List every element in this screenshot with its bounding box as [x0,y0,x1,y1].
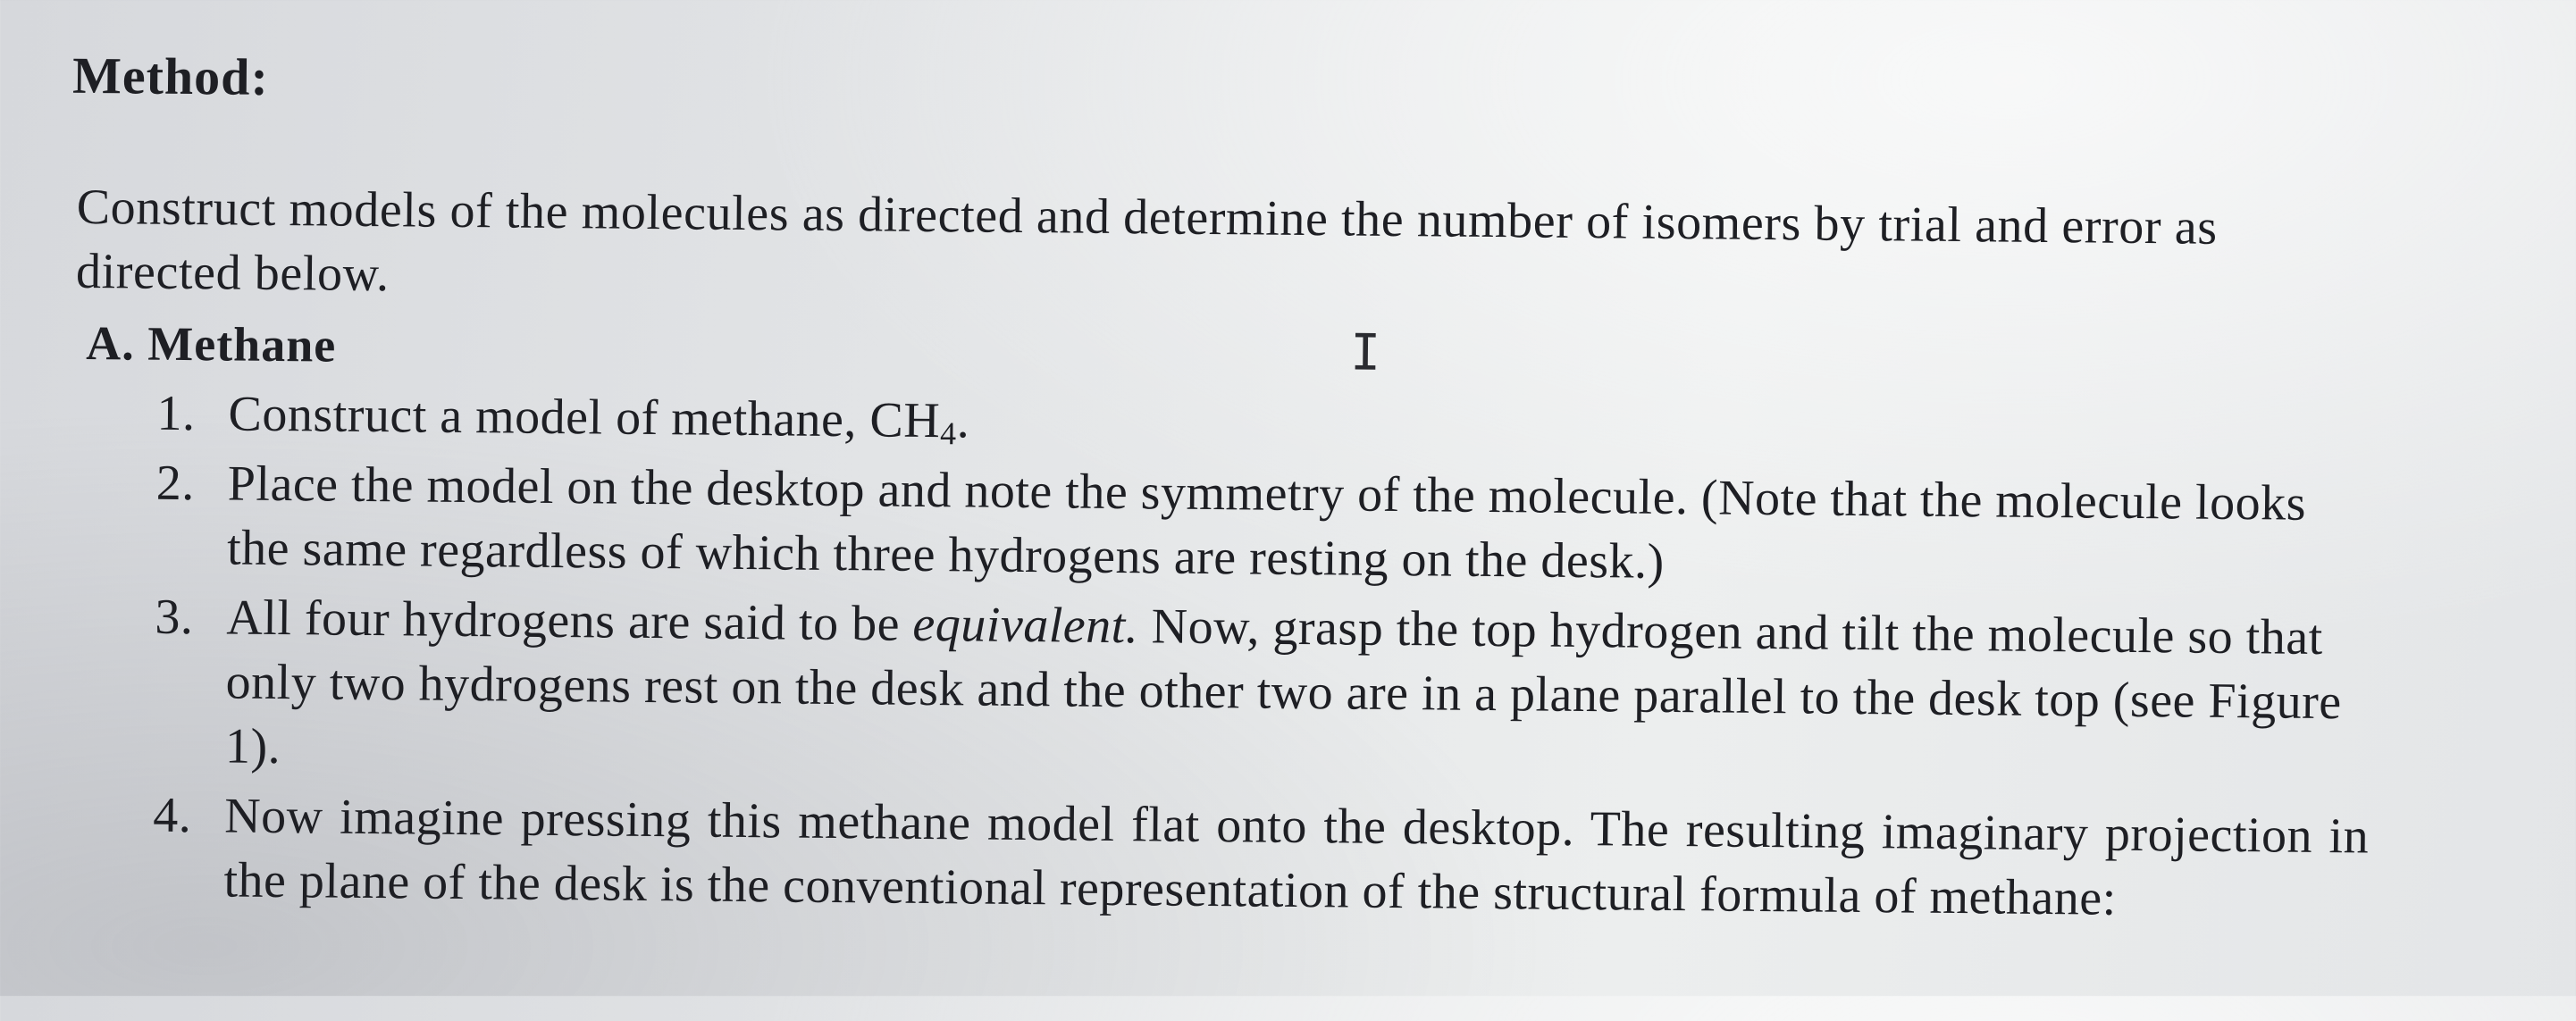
intro-paragraph: Construct models of the molecules as directed and determine the number of isomers by trial and error as directed below. [75,179,2218,303]
step-text: All four hydrogens are said to be [226,590,913,652]
section-title-methane: A. Methane [86,315,337,372]
step-number: 2. [155,455,196,512]
emphasis-equivalent: equivalent. [912,596,1139,655]
step-2 [155,451,2372,601]
step-number: 1. [156,385,196,442]
step-text: Place the model on the desktop and note the symmetry of the molecule. (Note that the molecule looks the same regardless of which three hydrogens are resting on the desk.) [226,456,2307,590]
step-3 [154,585,2371,799]
method-heading: Method: [71,46,270,106]
step-text: Now imagine pressing this methane model flat onto the desktop. The resulting imaginary projection in the plane of the desk is the conventional representation of the structural formula of methane: [223,788,2370,926]
step-number: 3. [155,589,194,646]
formula-subscript: 4 [939,415,957,452]
step-text: Construct a model of methane, CH [228,386,941,449]
text-cursor-icon: I [1349,323,1381,382]
step-4 [152,783,2369,933]
steps-list [152,381,2373,939]
step-text-end: Now, grasp the top hydrogen and tilt the molecule so that only two hydrogens rest on the desk and the other two are in a plane parallel to the desk top (see Figure 1). [224,598,2342,775]
step-number: 4. [152,787,192,844]
step-text-end: . [956,393,970,449]
